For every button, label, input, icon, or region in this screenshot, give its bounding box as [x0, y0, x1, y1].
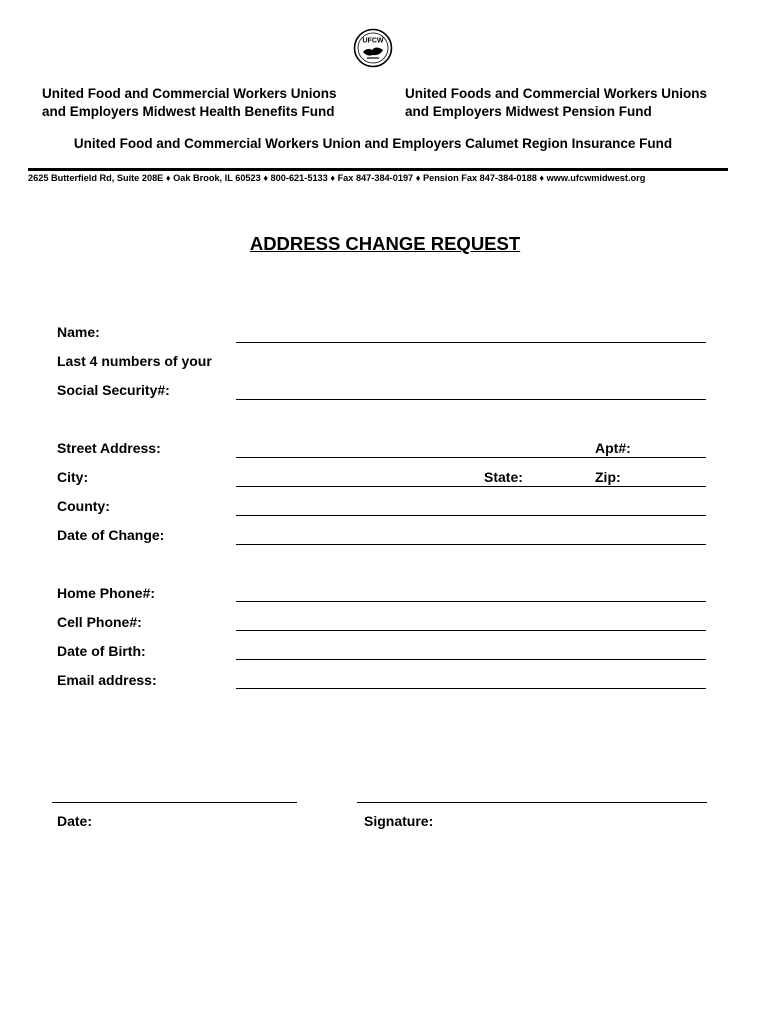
- right-fund-line2: and Employers Midwest Pension Fund: [405, 104, 652, 119]
- form-title: ADDRESS CHANGE REQUEST: [249, 233, 521, 254]
- ssn-label-line2: Social Security#:: [57, 382, 170, 398]
- center-fund-name: United Food and Commercial Workers Union and Employers Calumet Region Insurance Fund: [73, 136, 673, 151]
- header-rule: [28, 168, 728, 171]
- ufcw-logo: [353, 28, 393, 68]
- ssn-field[interactable]: [236, 399, 706, 400]
- left-fund-line2: and Employers Midwest Health Benefits Fund: [42, 104, 335, 119]
- date-of-birth-field[interactable]: [236, 659, 706, 660]
- zip-label: Zip:: [595, 469, 621, 485]
- signature-label: Signature:: [364, 813, 434, 829]
- county-label: County:: [57, 498, 110, 514]
- left-fund-name: [42, 85, 337, 121]
- right-fund-name: [405, 85, 707, 121]
- county-field[interactable]: [236, 515, 706, 516]
- name-label: Name:: [57, 324, 100, 340]
- home-phone-label: Home Phone#:: [57, 585, 156, 601]
- date-of-change-label: Date of Change:: [57, 527, 165, 543]
- state-label: State:: [484, 469, 523, 485]
- left-fund-line1: United Food and Commercial Workers Unions: [42, 86, 337, 101]
- date-signature-field[interactable]: [52, 802, 297, 803]
- right-fund-line1: United Foods and Commercial Workers Unions: [405, 86, 708, 101]
- email-field[interactable]: [236, 688, 706, 689]
- date-label: Date:: [57, 813, 93, 829]
- signature-field[interactable]: [357, 802, 707, 803]
- city-state-zip-field[interactable]: [236, 486, 706, 487]
- name-field[interactable]: [236, 342, 706, 343]
- street-address-label: Street Address:: [57, 440, 161, 456]
- cell-phone-label: Cell Phone#:: [57, 614, 142, 630]
- date-of-birth-label: Date of Birth:: [57, 643, 146, 659]
- contact-address-line: 2625 Butterfield Rd, Suite 208E ♦ Oak Brook, IL 60523 ♦ 800-621-5133 ♦ Fax 847-384-0197 ♦ Pension Fax 847-384-0188 ♦ www.ufcwmidwest.org: [28, 173, 646, 183]
- street-address-field[interactable]: [236, 457, 706, 458]
- email-label: Email address:: [57, 672, 157, 688]
- cell-phone-field[interactable]: [236, 630, 706, 631]
- ssn-label-line1: Last 4 numbers of your: [57, 353, 212, 369]
- city-label: City:: [57, 469, 89, 485]
- logo-text: UFCW: [362, 37, 384, 45]
- date-of-change-field[interactable]: [236, 544, 706, 545]
- home-phone-field[interactable]: [236, 601, 706, 602]
- apt-label: Apt#:: [595, 440, 631, 456]
